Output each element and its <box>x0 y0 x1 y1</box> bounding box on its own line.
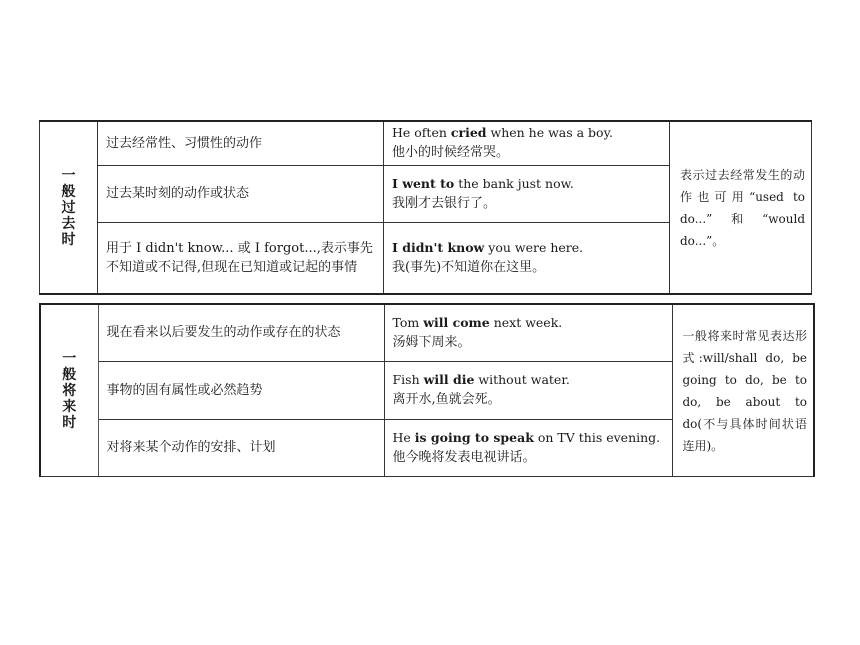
usage-cell: 过去经常性、习惯性的动作 <box>98 121 384 165</box>
example-cell <box>384 304 672 361</box>
example-chinese: 离开水,鱼就会死。 <box>392 392 501 408</box>
note-cell: 一般将来时常见表达形式:will/shall do, be going to do, be to do, be about to do(不与具体时间状语连用)。 <box>672 304 814 477</box>
example-chinese: 他小的时候经常哭。 <box>392 145 510 161</box>
example-english: He is going to speak on TV this evening. <box>392 429 661 445</box>
note-cell: 表示过去经常发生的动作也可用“used to do...”和“would do...”。 <box>670 121 812 294</box>
tense-label: 一般将来时 <box>40 304 98 477</box>
example-english: I went to the bank just now. <box>392 175 574 191</box>
usage-cell: 事物的固有属性或必然趋势 <box>98 361 384 419</box>
table-row <box>40 304 814 361</box>
past-tense-table <box>39 120 812 295</box>
example-cell <box>384 222 670 294</box>
example-english: Tom will come next week. <box>392 314 563 330</box>
example-english: He often cried when he was a boy. <box>392 125 613 141</box>
example-chinese: 我刚才去银行了。 <box>392 195 497 211</box>
example-english: I didn't know you were here. <box>392 239 584 255</box>
example-chinese: 我(事先)不知道你在这里。 <box>392 259 546 275</box>
example-cell <box>384 419 672 476</box>
example-chinese: 他今晚将发表电视讲话。 <box>392 449 536 465</box>
usage-cell: 过去某时刻的动作或状态 <box>98 165 384 222</box>
usage-cell: 现在看来以后要发生的动作或存在的状态 <box>98 304 384 361</box>
usage-cell: 对将来某个动作的安排、计划 <box>98 419 384 476</box>
example-cell <box>384 165 670 222</box>
example-chinese: 汤姆下周来。 <box>392 334 471 350</box>
tense-label: 一般过去时 <box>40 121 98 294</box>
example-cell <box>384 361 672 419</box>
future-tense-table <box>39 303 815 477</box>
table-row <box>40 121 812 165</box>
usage-cell: 用于 I didn't know... 或 I forgot...,表示事先不知道或不记得,但现在已知道或记起的事情 <box>98 222 384 294</box>
example-english: Fish will die without water. <box>392 372 570 388</box>
example-cell <box>384 121 670 165</box>
